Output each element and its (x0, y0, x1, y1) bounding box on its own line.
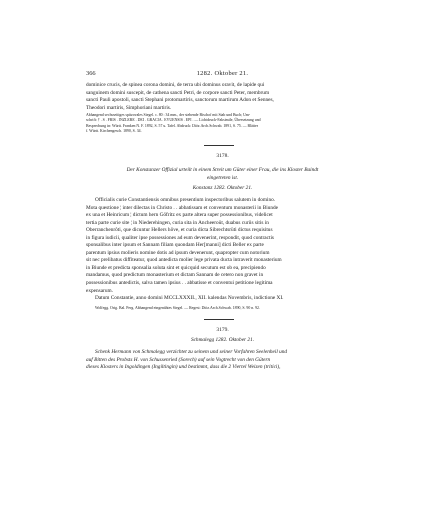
text-line: in Biunde et predicta sponsalia soluta sint et quicquid secutum est ob ea, precipiendo (86, 264, 266, 271)
text-line: sponsalibus inter ipsum et Sannam filiam quondam Her[manni] dicti Beller ex parte (86, 242, 264, 249)
page-number: 366 (86, 70, 96, 77)
text-line: parentum ipsius molieris nomine dotis ad ipsum devenerunt, quapropter cum notorium (86, 249, 270, 256)
archive-note (86, 306, 359, 311)
seal-note (86, 113, 359, 134)
heading-line: Der Konstanzer Offizial urteilt in einem Streit um Güter einer Frau, die ins Kloster Baindt (126, 167, 319, 173)
text-line: Mota questione ¦ inter dilectas in Christo . . abbatissam et conventum monasterii in Biunde (86, 204, 279, 211)
text-line: sit nec prelibatus diffiteatur, quod antedicta molier lege privata ducta intraverit monasterium (86, 257, 282, 264)
heading-line: auf Bitten des Probsts H. von Schussenried (Sorech) auf sein Vogtrecht von den Gütern (86, 356, 271, 363)
document-number: 3179. (216, 327, 229, 333)
text-line: ex una et Heinricum ¦ dictum hern Göfritz ex parte altera super possessionibus, videlicet (86, 212, 273, 219)
text-line: tertia parte curie site ¦ in Niederehingen, curia sita in Ancheeroüt, duabus curiis sitis in (86, 219, 269, 226)
text-line: sanguinem domini suscepit, de cathena sancti Petri, de corpore sancti Peter, membrum (86, 89, 270, 96)
place-date: Konstanz 1282. Oktober 21. (192, 185, 253, 191)
separator-rule (204, 145, 234, 146)
document-heading (86, 167, 359, 182)
note-line: Besprechung in: Württ. Franken N. F. 1892, S. 57 u. Tafel. Abdruck: Diöz.Arch.Schwab. 1891, S. 75. — Blätter (86, 123, 259, 128)
text-line: possessionibus antedictis, salva tamen ipsius . . abbatisse et conventui petitione legitima (86, 280, 273, 287)
separator-rule (204, 319, 234, 320)
document-body (86, 197, 359, 303)
running-title: 1282. Oktober 21. (196, 70, 249, 77)
text-line: expensarum. (86, 287, 113, 294)
document-heading (86, 349, 359, 372)
text-line: Theodori martiris, Simphoriani martiris. (86, 104, 172, 111)
page-header (86, 70, 359, 80)
text-line: Oberranchenrôti, que dicuntur Hellers hôve, et curia dicta Sibrechtsrüti dictus requisitus (86, 227, 273, 234)
document-number: 3178. (216, 153, 229, 159)
continued-text (86, 82, 359, 112)
note-line: f. Württ. Kirchengesch. 1890, S. 34. (86, 128, 142, 133)
text-line: Officialis curie Constantiensis omnibus presentium inspectoribus salutem in domino. (95, 197, 276, 203)
heading-line: eingetreten ist. (206, 174, 239, 181)
note-line: Wolfegg. Orig. Bal. Perg. Abhangend eingenähtes Siegel. — Regest: Diöz.Arch.Schwab. 1890, S. 90 n. 92. (95, 306, 260, 310)
text-line: in figura iudicii, qualiter ipse possessiones ad eum devenerint, respondit, quod contractis (86, 234, 274, 241)
datum-line: Datum Constantie, anno domini MCCLXXXII., XII. kalendas Novembris, indictione XI. (95, 295, 284, 302)
note-line: Abhangend sechsseitiges spitzovales Siegel. c. 80 : 34 mm., der stehende Bischof mit Stab und Buch; Um- (86, 113, 251, 117)
text-line: sancti Pauli apostoli, sancti Stephani protomartiris, sanctorum martirum Adon et Sennes, (86, 97, 274, 104)
place-date: Schmalegg 1282. Oktober 21. (190, 337, 255, 343)
text-line: dominice crucis, de spinea corona domini, de terra ubi dominus oravit, de lapide qui (86, 82, 265, 88)
note-line: schrift: † . S . FRIS . INZLERE . DEI . GRACIA . EVUENSIS . EPI . — Lichtdruck-Faksimile, Übersetzung und (86, 118, 261, 123)
heading-line: Schenk Hermann von Schmalegg verzichtet zu seinem und seiner Vorfahren Seelenheil und (95, 349, 288, 355)
text-line: mandamus, quod predictum monasterium et dictam Sannam de cetero non gravet in (86, 272, 264, 279)
heading-line: dieses Klosters in Ingoldingen (Ingiltingin) und bestimmt, dass die 2 Viertel Weizen (tritici), (86, 364, 281, 371)
